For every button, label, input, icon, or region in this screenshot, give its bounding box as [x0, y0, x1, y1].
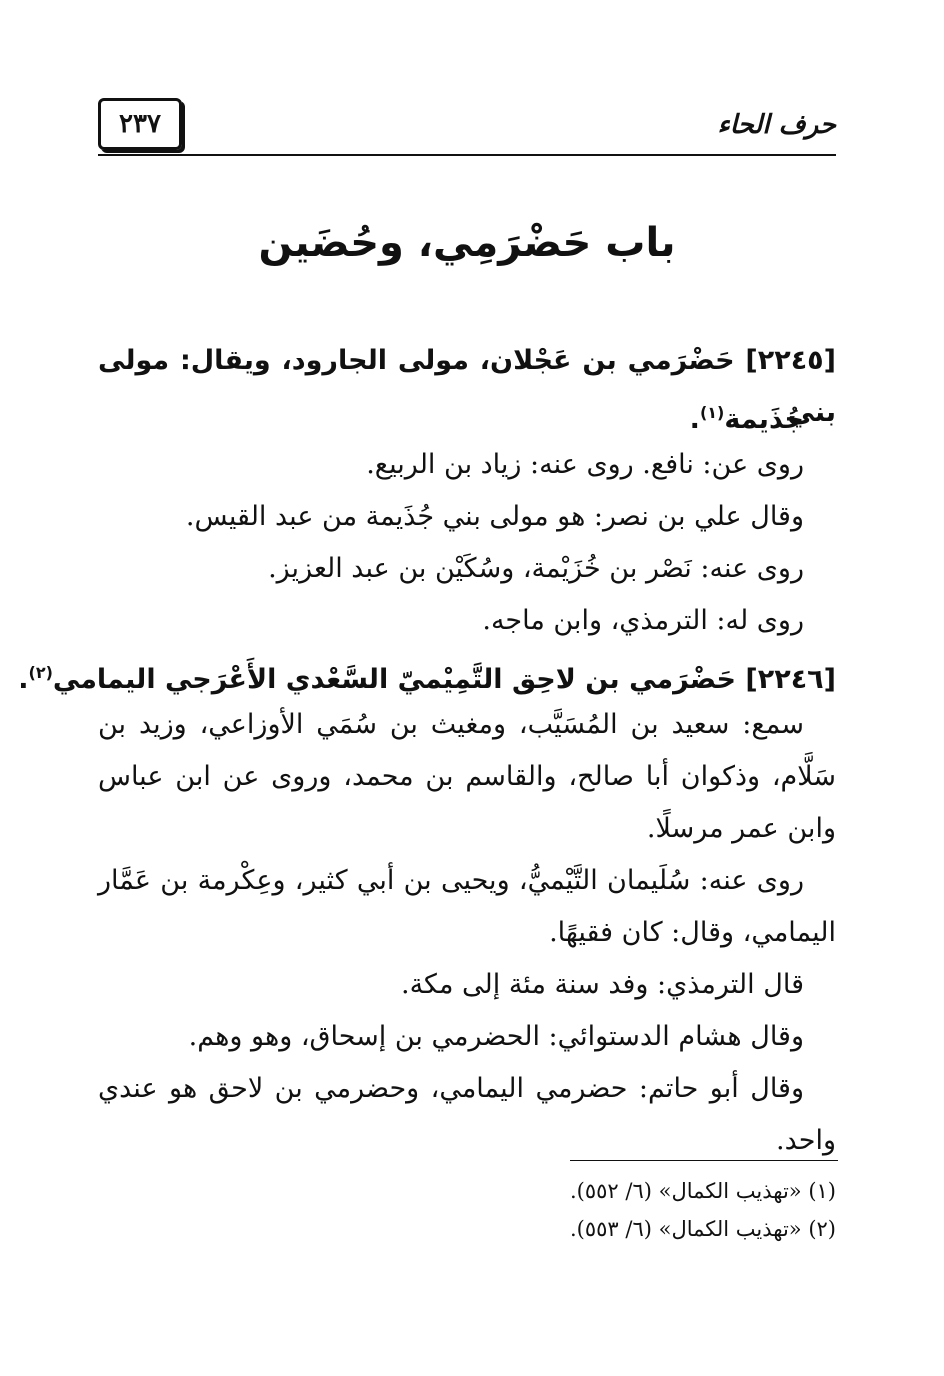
entry-line: وقال علي بن نصر: هو مولى بني جُذَيمة من عبد القيس. — [185, 501, 804, 532]
page-number: ٢٣٧ — [98, 98, 182, 150]
entry-heading-text: جُذَيمة — [724, 404, 804, 435]
entry-line: روى له: الترمذي، وابن ماجه. — [482, 605, 804, 636]
footnotes — [98, 1172, 836, 1248]
footnote-ref: (١) — [699, 403, 725, 422]
entry-heading-cont: جُذَيمة$^{(١)}$. — [689, 403, 804, 435]
entry-line: روى عن: نافع. روى عنه: زياد بن الربيع. — [366, 449, 804, 480]
entry-line: روى عنه: سُلَيمان التَّيْميُّ، ويحيى بن أبي كثير، وعِكْرمة بن عَمَّار — [98, 865, 804, 896]
entry-line: سَلَّام، وذكوان أبا صالح، والقاسم بن محمد، وروى عن ابن عباس — [98, 761, 836, 792]
footnote: (١) «تهذيب الكمال» (٦/ ٥٥٢). — [570, 1179, 836, 1203]
page-header — [98, 98, 836, 156]
entry-line: روى عنه: نَصْر بن خُزَيْمة، وسُكَيْن بن عبد العزيز. — [268, 553, 804, 584]
entry-heading: [٢٢٤٥] حَضْرَمي بن عَجْلان، مولى الجارود، ويقال: مولى بني — [98, 345, 836, 428]
chapter-title: باب حَضْرَمِي، وحُضَين — [258, 220, 676, 266]
entry-line: قال الترمذي: وفد سنة مئة إلى مكة. — [401, 969, 804, 1000]
footnote-rule — [570, 1160, 838, 1161]
entry-line: وابن عمر مرسلًا. — [646, 813, 836, 844]
entry-line: سمع: سعيد بن المُسَيَّب، ومغيث بن سُمَي الأوزاعي، وزيد بن — [98, 709, 805, 740]
footnote: (٢) «تهذيب الكمال» (٦/ ٥٥٣). — [570, 1217, 836, 1241]
entry-heading: [٢٢٤٦] حَضْرَمي بن لاحِق التَّمِيْميّ السَّعْدي الأَعْرَجي اليمامي$^{(٢)}$. — [18, 663, 836, 695]
running-title: حرف الحاء — [717, 110, 836, 140]
entry-line: وقال أبو حاتم: حضرمي اليمامي، وحضرمي بن لاحق هو عندي — [98, 1073, 804, 1104]
entry-line: واحد. — [776, 1125, 836, 1156]
entry-heading-text: [٢٢٤٦] حَضْرَمي بن لاحِق التَّمِيْميّ السَّعْدي الأَعْرَجي اليمامي — [52, 664, 836, 695]
entry-line: وقال هشام الدستوائي: الحضرمي بن إسحاق، وهو وهم. — [188, 1021, 804, 1052]
page-body — [18, 335, 836, 1167]
footnote-ref: (٢) — [28, 663, 53, 682]
header-rule — [98, 154, 836, 156]
entry-line: اليمامي، وقال: كان فقيهًا. — [549, 917, 836, 948]
